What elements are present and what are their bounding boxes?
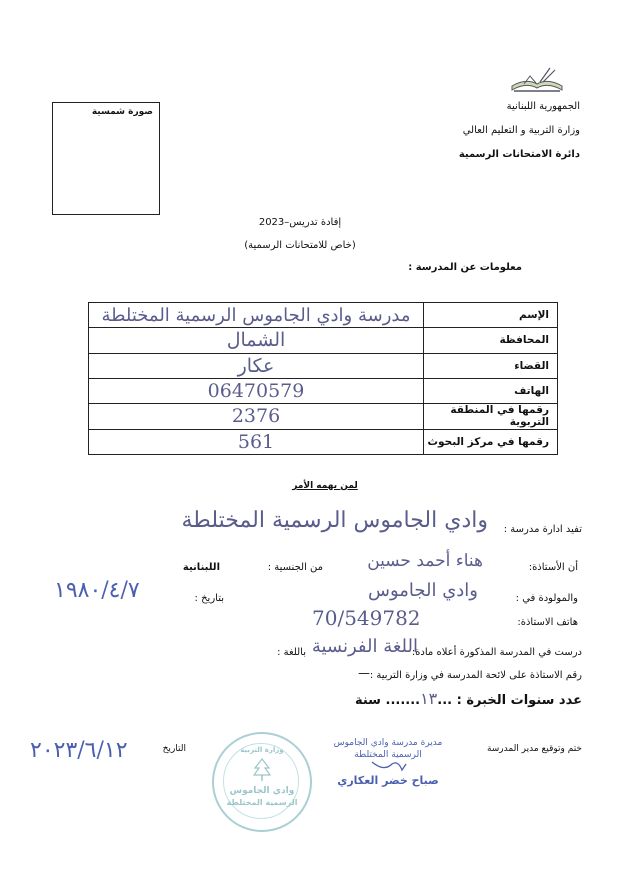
school-info-table (88, 302, 558, 455)
experience-label: عدد سنوات الخبرة : (456, 693, 582, 708)
educational-zone-number-label: رقمها في المنطقة التربوية (424, 404, 558, 429)
teacher-phone-handwritten: 70/549782 (312, 606, 421, 630)
governorate-value: الشمال (89, 328, 424, 353)
header-line-ministry: وزارة التربية و التعليم العالي (462, 125, 580, 136)
teacher-label: أن الأستاذة: (528, 562, 578, 573)
school-prefix-label: تفيد ادارة مدرسة : (503, 524, 582, 535)
book-logo-icon (506, 64, 568, 96)
phone-label: الهاتف (424, 378, 558, 403)
governorate-label: المحافظة (424, 328, 558, 353)
nationality-value: اللبنانية (182, 562, 220, 573)
table-row (89, 328, 558, 353)
header-line-department: دائرة الامتحانات الرسمية (458, 149, 580, 160)
ministry-number-label: رقم الاستاذة على لائحة المدرسة في وزارة التربية : (369, 670, 582, 681)
table-row (89, 404, 558, 429)
school-name-value: مدرسة وادي الجاموس الرسمية المختلطة (89, 303, 424, 328)
photo-box-label: صورة شمسية (91, 107, 153, 117)
birthplace-label: والمولودة في : (515, 593, 578, 604)
district-value: عكار (89, 353, 424, 378)
document-title: إفادة تدريس–2023 (258, 217, 342, 228)
table-row (89, 429, 558, 454)
table-row (89, 303, 558, 328)
birthplace-handwritten: وادي الجاموس (367, 580, 478, 601)
school-name-label: الإسم (424, 303, 558, 328)
research-center-number-value: 561 (89, 429, 424, 454)
cedar-icon (252, 758, 272, 786)
subject-handwritten: اللغة الفرنسية (311, 636, 418, 657)
principal-signature (322, 760, 454, 774)
official-seal-text-top: وزارة التربية (240, 746, 284, 754)
experience-dots-left: ... (437, 693, 453, 708)
ministry-number-value: — (358, 666, 370, 680)
header-line-republic: الجمهورية اللبنانية (506, 101, 580, 112)
document-subtitle: (خاص للامتحانات الرسمية) (244, 240, 356, 251)
phone-value: 06470579 (89, 378, 424, 403)
teacher-phone-label: هاتف الاستاذة: (517, 617, 578, 628)
district-label: القضاء (424, 353, 558, 378)
school-handwritten-name: وادي الجاموس الرسمية المختلطة (181, 508, 488, 533)
principal-stamp-line3: صباح خضر العكاري (337, 774, 439, 787)
official-seal (212, 732, 312, 832)
experience-suffix: سنة (354, 693, 381, 708)
birthdate-handwritten: ١٩٨٠/٤/٧ (54, 578, 140, 603)
principal-stamp-line2: الرسمية المختلطة (354, 750, 422, 760)
official-seal-text-bottom: الرسمية المختلطة (226, 798, 298, 807)
research-center-number-label: رقمها في مركز البحوث (424, 429, 558, 454)
nationality-label: من الجنسية : (267, 562, 323, 573)
footer-date-handwritten: ٢٠٢٣/٦/١٢ (30, 738, 128, 763)
teacher-handwritten-name: هناء أحمد حسين (367, 551, 483, 571)
official-seal-text-mid: وادي الجاموس (229, 786, 295, 796)
sign-label: ختم وتوقيع مدير المدرسة (486, 744, 582, 754)
school-section-heading: معلومات عن المدرسة : (408, 262, 522, 273)
experience-years-handwritten: ١٣ (420, 689, 438, 708)
experience-line (355, 689, 582, 708)
educational-zone-number-value: 2376 (89, 404, 424, 429)
table-row (89, 353, 558, 378)
experience-dots-right: ....... (385, 693, 421, 708)
to-whom-heading: لمن يهمه الأمر (292, 481, 358, 491)
principal-stamp-line1: مديرة مدرسة وادي الجاموس (333, 738, 443, 748)
subject-taught-label: درست في المدرسة المذكورة أعلاه مادة: (411, 647, 582, 658)
birthdate-label: بتاريخ : (194, 593, 224, 604)
principal-stamp (322, 738, 454, 787)
footer-date-label: التاريخ (162, 744, 186, 754)
table-row (89, 378, 558, 403)
language-label: باللغة : (277, 647, 306, 658)
photo-box (52, 102, 160, 215)
